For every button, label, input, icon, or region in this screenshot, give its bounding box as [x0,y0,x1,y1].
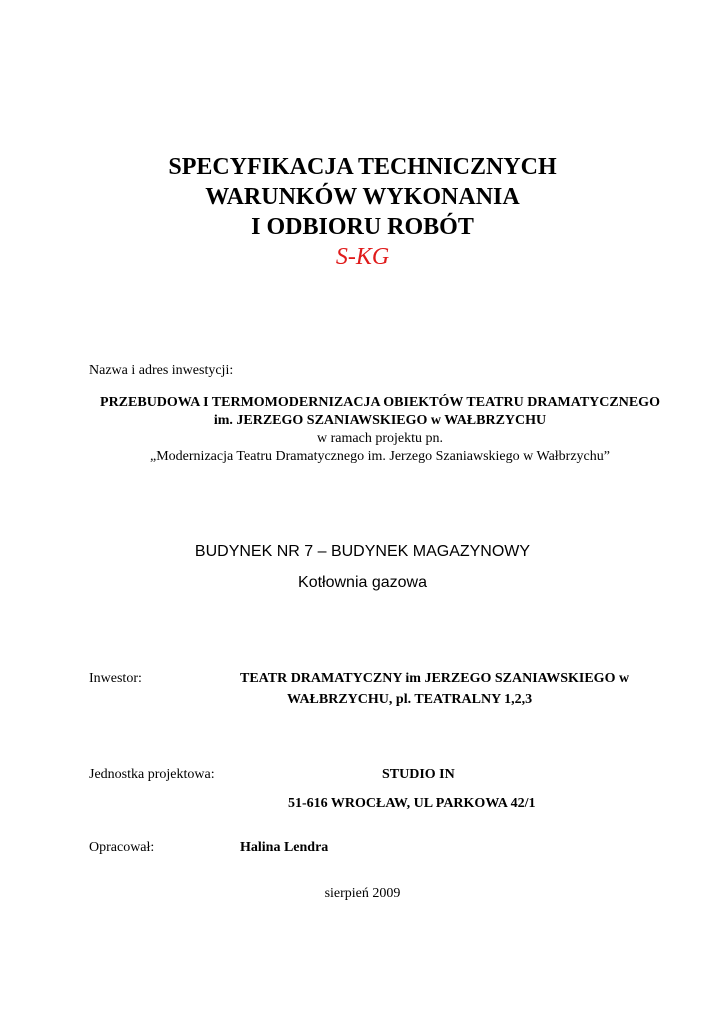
design-unit-name: STUDIO IN [382,767,455,782]
investment-name-line-2: im. JERZEGO SZANIAWSKIEGO w WAŁBRZYCHU [213,413,547,428]
investment-label: Nazwa i adres inwestycji: [89,363,234,378]
design-unit-label: Jednostka projektowa: [89,767,215,782]
investor-label: Inwestor: [89,671,142,686]
investment-description [60,394,700,466]
building-subject: Kotłownia gazowa [298,574,427,591]
building-name: BUDYNEK NR 7 – BUDYNEK MAGAZYNOWY [194,543,531,560]
title-line-2: WARUNKÓW WYKONANIA [205,184,520,210]
specification-code: S-KG [335,244,390,270]
project-intro: w ramach projektu pn. [317,431,443,446]
investor-name-line-1: TEATR DRAMATYCZNY im JERZEGO SZANIAWSKIEGO w [240,671,630,686]
project-name: „Modernizacja Teatru Dramatycznego im. Jerzego Szaniawskiego w Wałbrzychu” [150,449,610,464]
author-label: Opracował: [89,840,155,855]
investment-name-line-1: PRZEBUDOWA I TERMOMODERNIZACJA OBIEKTÓW TEATRU DRAMATYCZNEGO [100,395,660,410]
investor-name-line-2: WAŁBRZYCHU, pl. TEATRALNY 1,2,3 [287,692,533,707]
author-name: Halina Lendra [240,840,329,855]
document-date: sierpień 2009 [324,886,401,901]
design-unit-address: 51-616 WROCŁAW, UL PARKOWA 42/1 [288,796,536,811]
title-line-3: I ODBIORU ROBÓT [251,214,474,240]
title-line-1: SPECYFIKACJA TECHNICZNYCH [168,154,557,180]
document-title [0,152,725,272]
